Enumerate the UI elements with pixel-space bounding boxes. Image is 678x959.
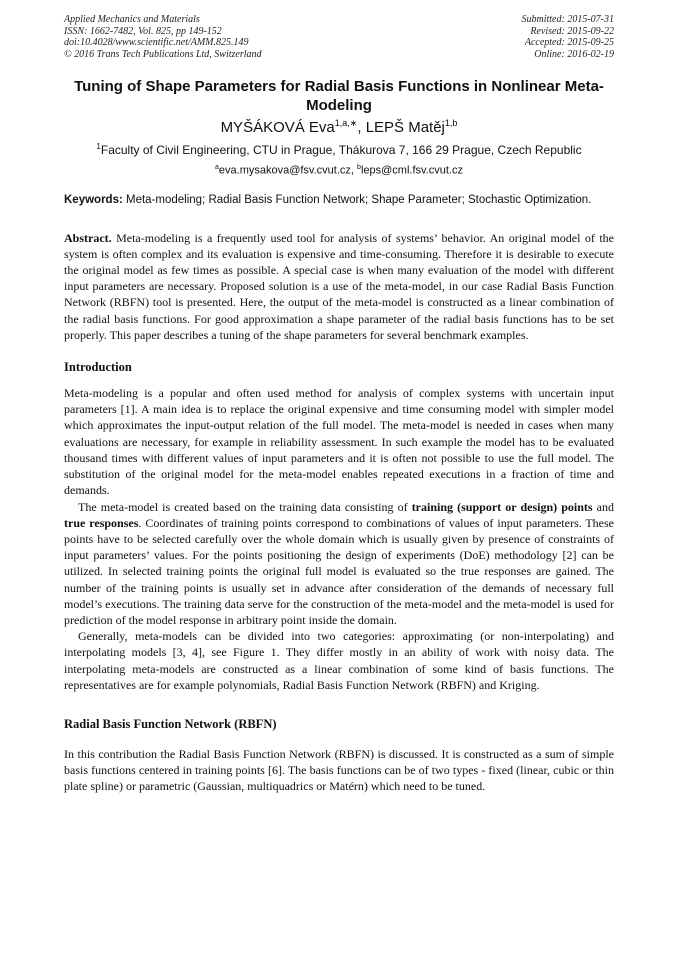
paper-page (64, 14, 614, 795)
keywords (64, 193, 614, 208)
abstract-text: Meta-modeling is a frequently used tool for analysis of systems’ behavior. An original model of the system is often complex and its evaluation is expensive and time-consuming. Therefore it is desirable to execute the original model as few times as possible. A special case is when many evaluation of the model with different input parameters are necessary. Proposed solution is a use of the meta-model, in our case Radial Basis Function Network (RBFN) tool is presented. Here, the output of the meta-model is constructed as a linear combination of the radial basis functions. For good approximation a shape parameter of the radial basis functions has to be set properly. This paper describes a tuning of the shape parameters for several benchmark examples. (64, 230, 614, 342)
keywords-text: Meta-modeling; Radial Basis Function Network; Shape Parameter; Stochastic Optimization. (122, 193, 592, 206)
paper-title: Tuning of Shape Parameters for Radial Basis Functions in Nonlinear Meta-Modeling (74, 78, 604, 114)
affiliation (64, 142, 614, 157)
abstract-label: Abstract. (64, 230, 112, 245)
journal-name: Applied Mechanics and Materials (64, 14, 200, 25)
intro-paragraph-2 (64, 499, 614, 629)
author-line (64, 119, 614, 136)
date-revised: Revised: 2015-09-22 (530, 25, 614, 37)
journal-header (64, 14, 614, 60)
intro-p2-text-c: and (592, 499, 615, 514)
intro-p2-text-a: The meta-model is created based on the training data consisting of (78, 499, 412, 514)
email-line (64, 164, 614, 177)
author-separator: , (357, 119, 366, 136)
affiliation-sup: 1 (96, 142, 101, 151)
journal-doi: doi:10.4028/www.scientific.net/AMM.825.149 (64, 37, 249, 48)
intro-p2-bold-2: true responses (64, 515, 139, 530)
date-accepted: Accepted: 2015-09-25 (524, 37, 614, 48)
abstract (64, 230, 614, 343)
publication-dates (522, 14, 615, 60)
section-heading-rbfn: Radial Basis Function Network (RBFN) (64, 716, 277, 731)
journal-issn: ISSN: 1662-7482, Vol. 825, pp 149-152 (64, 25, 222, 37)
date-online: Online: 2016-02-19 (534, 48, 614, 60)
intro-p2-text-d: . Coordinates of training points correspond to combinations of values of input parameters. These points have to be selected carefully over the whole domain which is usually given by presence of constraints of input parameters’ values. For the points positioning the design of experiments (DoE) methodology [2] can be utilized. In selected training points the original full model is evaluated so the true responses are gained. The number of the training points is usually set in advance after consideration of the demands of necessary full model’s executions. The training data serve for the construction of the meta-model and the meta-model is used for prediction of the model response in arbitrary point inside the domain. (64, 515, 614, 627)
email-a: eva.mysakova@fsv.cvut.cz, (218, 164, 358, 177)
intro-paragraph-1: Meta-modeling is a popular and often used method for analysis of complex systems with uncertain input parameters [1]. A main idea is to replace the original expensive and time consuming model with simpler model which approximates the input-output relation of the full model. The meta-model is needed in cases when many evaluations are necessary, for example in reliability assessment. In such example the model has to be evaluated thousand times with different values of input parameters and it is often not possible to use the full model. The substitution of the original model for the meta-model enables repeated executions in a fraction of time and demands. (64, 386, 614, 498)
journal-info (64, 14, 262, 60)
author-1-name: MYŠÁKOVÁ Eva (220, 119, 335, 136)
author-2-name: LEPŠ Matěj (365, 119, 445, 136)
email-b-sup: b (357, 164, 361, 171)
intro-paragraph-3: Generally, meta-models can be divided into two categories: approximating (or non-interpolating) and interpolating models [3, 4], see Figure 1. They differ mostly in an ability of work with noisy data. The interpolating meta-models are constructed as a linear combination of some kind of basis functions. The representatives are for example polynomials, Radial Basis Function Network (RBFN) and Kriging. (64, 629, 614, 692)
intro-p2-bold-1: training (support or design) points (411, 499, 593, 514)
section-heading-introduction: Introduction (64, 360, 132, 375)
email-b: leps@cml.fsv.cvut.cz (360, 164, 463, 177)
rbfn-paragraph-1: In this contribution the Radial Basis Function Network (RBFN) is discussed. It is constructed as a sum of simple basis functions centered in training points [6]. The basis functions can be of two types - fixed (linear, cubic or thin plate spline) or parametric (Gaussian, multiquadrics or Matérn) which need to be tuned. (64, 746, 614, 794)
author-1-sup: 1,a,∗ (334, 118, 358, 128)
author-2-sup: 1,b (444, 118, 458, 128)
journal-copyright: © 2016 Trans Tech Publications Ltd, Switzerland (64, 48, 262, 60)
keywords-label: Keywords: (64, 193, 123, 206)
affiliation-text: Faculty of Civil Engineering, CTU in Prague, Thákurova 7, 166 29 Prague, Czech Republic (100, 143, 582, 157)
date-submitted: Submitted: 2015-07-31 (521, 14, 614, 25)
email-a-sup: a (215, 164, 219, 171)
